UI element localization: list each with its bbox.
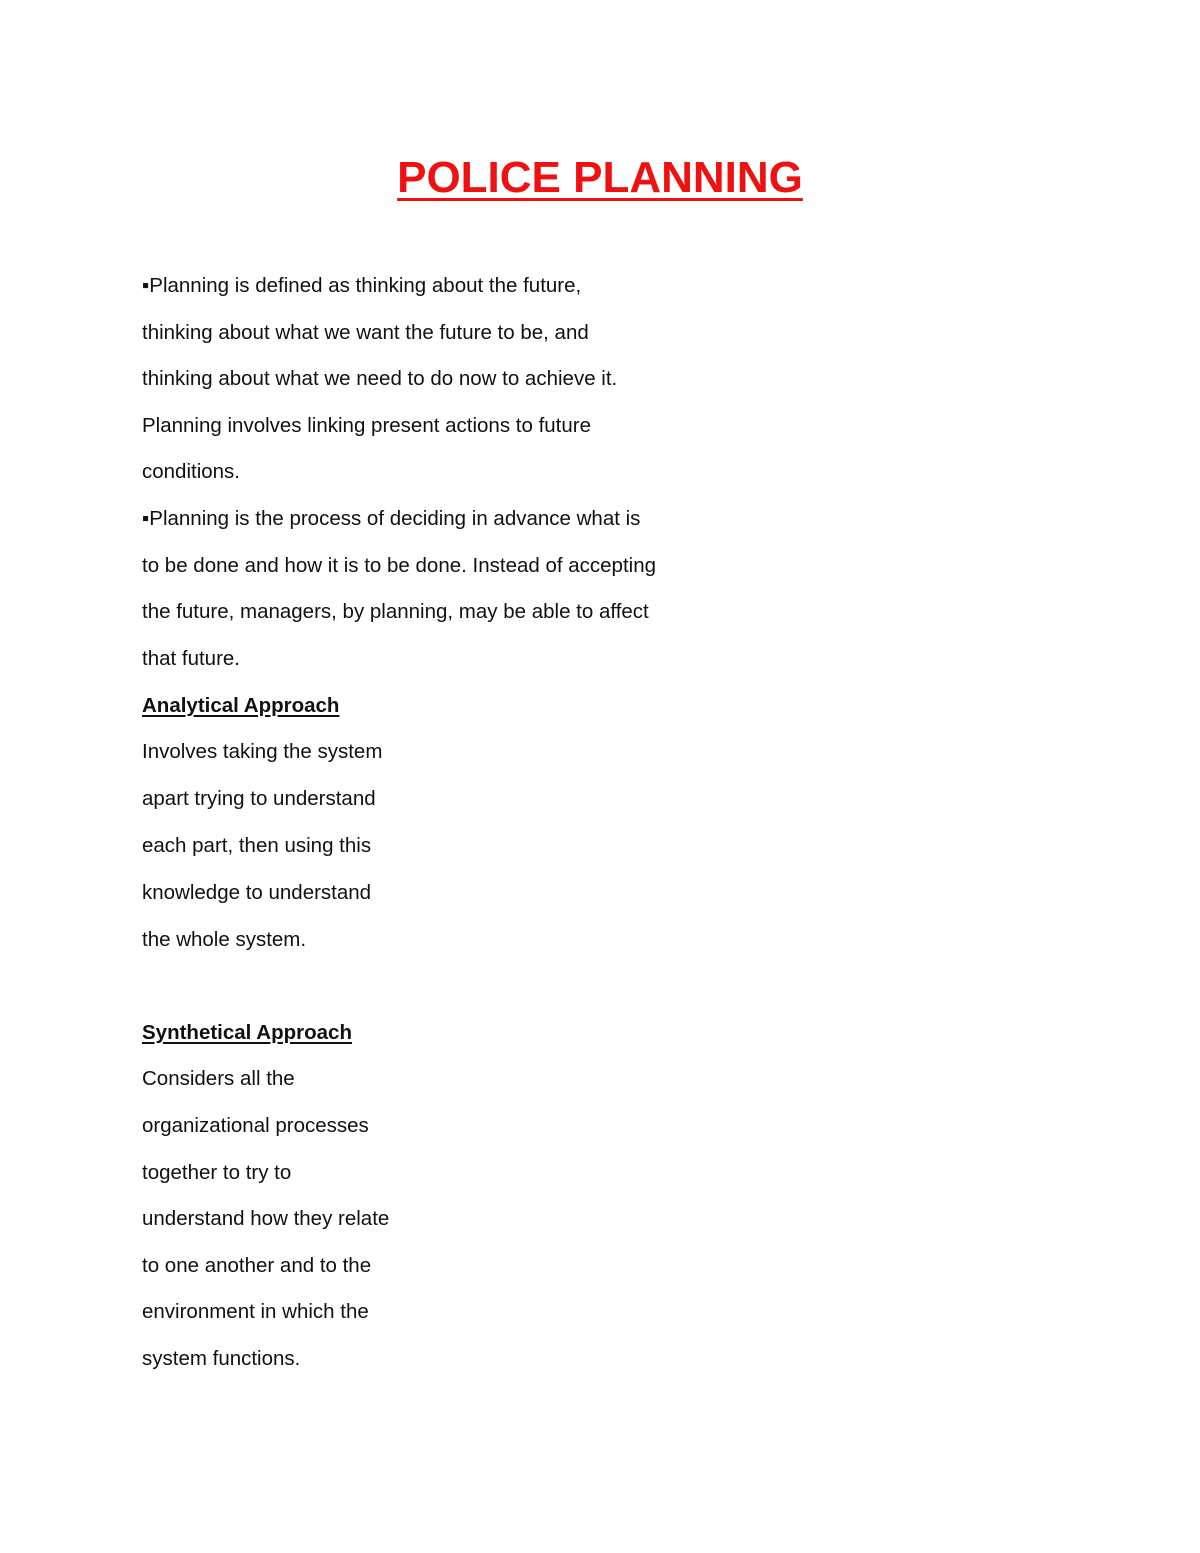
synthetical-line: Considers all the — [142, 1067, 295, 1090]
analytical-line: knowledge to understand — [142, 881, 372, 904]
intro-line: that future. — [142, 647, 241, 670]
intro-line: conditions. — [142, 460, 241, 483]
intro-line: thinking about what we need to do now to achieve it. — [142, 367, 618, 390]
synthetical-line: environment in which the — [142, 1300, 369, 1323]
analytical-approach-heading: Analytical Approach — [142, 694, 340, 717]
intro-line: to be done and how it is to be done. Instead of accepting — [142, 554, 657, 577]
intro-line: thinking about what we want the future to be, and — [142, 321, 589, 344]
analytical-line: Involves taking the system — [142, 740, 383, 763]
synthetical-line: together to try to — [142, 1161, 292, 1184]
synthetical-line: organizational processes — [142, 1114, 369, 1137]
synthetical-line: system functions. — [142, 1347, 301, 1370]
analytical-line: the whole system. — [142, 928, 307, 951]
intro-line: ▪Planning is the process of deciding in advance what is — [142, 507, 641, 530]
intro-line: ▪Planning is defined as thinking about the future, — [142, 274, 582, 297]
analytical-line: apart trying to understand — [142, 787, 376, 810]
intro-line: the future, managers, by planning, may be able to affect — [142, 600, 649, 623]
synthetical-approach-heading: Synthetical Approach — [142, 1021, 352, 1044]
intro-line: Planning involves linking present actions to future — [142, 414, 591, 437]
document-title: POLICE PLANNING — [397, 153, 803, 202]
synthetical-line: understand how they relate — [142, 1207, 390, 1230]
analytical-line: each part, then using this — [142, 834, 372, 857]
synthetical-line: to one another and to the — [142, 1254, 372, 1277]
